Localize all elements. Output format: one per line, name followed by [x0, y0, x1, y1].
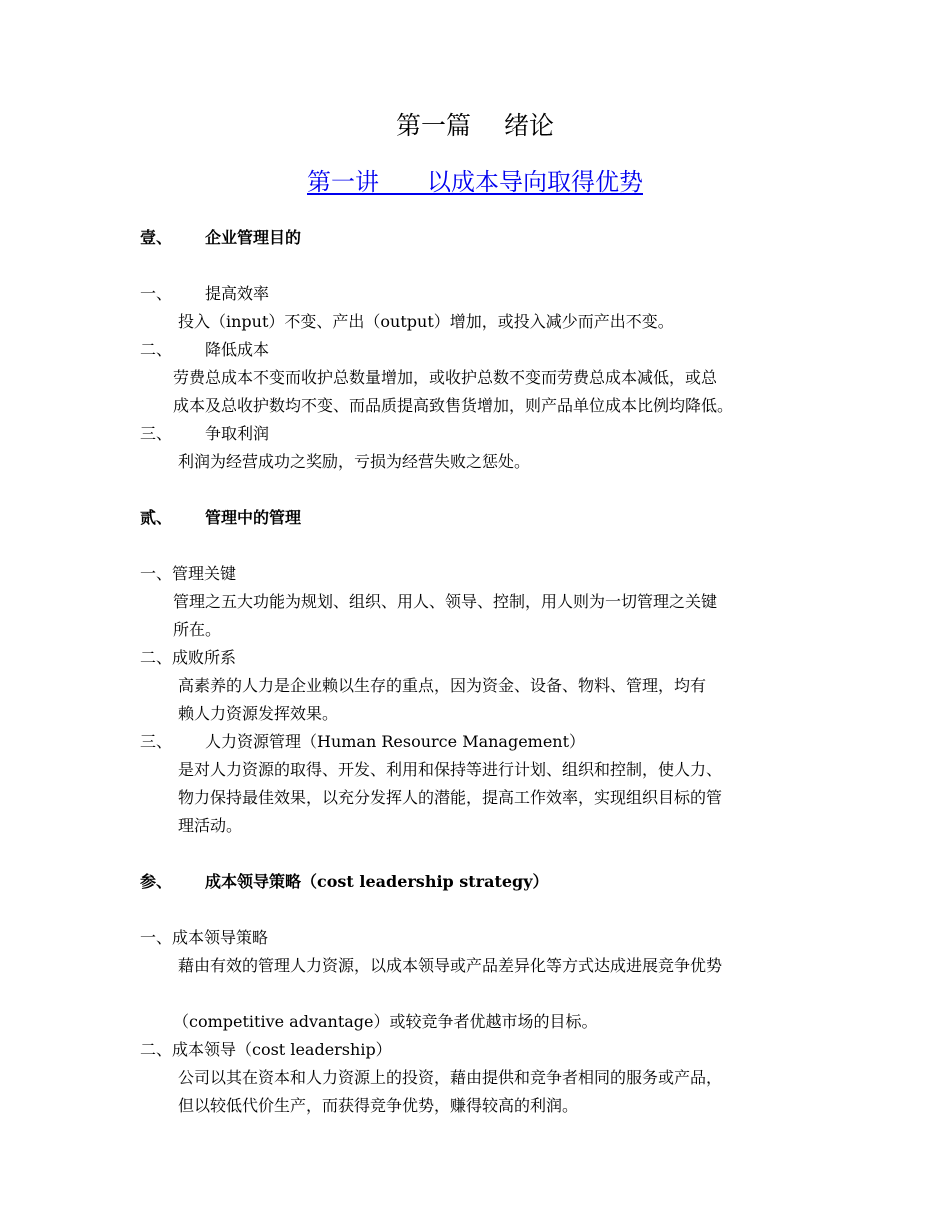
s2-item-2-title: 二、成败所系 — [140, 648, 237, 667]
s3-item-1-body-line-2: （competitive advantage）或较竞争者优越市场的目标。 — [173, 1012, 598, 1031]
s2-item-2-body-line-1: 高素养的人力是企业赖以生存的重点，因为资金、设备、物料、管理，均有 — [178, 676, 707, 695]
section-3-heading: 成本领导策略（cost leadership strategy） — [205, 872, 549, 891]
s1-item-3-title: 争取利润 — [205, 424, 270, 443]
s2-item-3-body-line-1: 是对人力资源的取得、开发、利用和保持等进行计划、组织和控制，使人力、 — [178, 760, 723, 779]
s3-item-2-title: 二、成本领导（cost leadership） — [140, 1040, 392, 1059]
s2-item-1-body-line-1: 管理之五大功能为规划、组织、用人、领导、控制，用人则为一切管理之关键 — [173, 592, 718, 611]
s3-item-2-body-line-1: 公司以其在资本和人力资源上的投资，藉由提供和竞争者相同的服务或产品， — [178, 1068, 723, 1087]
s2-item-3-number: 三、 — [140, 732, 173, 751]
s1-item-2-body-line-2: 成本及总收护数均不变、而品质提高致售货增加，则产品单位成本比例均降低。 — [173, 396, 734, 415]
s3-item-1-body-line-1: 藉由有效的管理人力资源，以成本领导或产品差异化等方式达成进展竞争优势 — [178, 956, 723, 975]
s1-item-1-number: 一、 — [140, 284, 173, 303]
s2-item-2-body-line-2: 赖人力资源发挥效果。 — [178, 704, 339, 723]
s1-item-1-title: 提高效率 — [205, 284, 270, 303]
lecture-title — [0, 167, 950, 197]
section-2-number: 贰、 — [140, 508, 173, 527]
section-1-number: 壹、 — [140, 228, 173, 247]
s2-item-3-title: 人力资源管理（Human Resource Management） — [205, 732, 586, 751]
s1-item-2-body-line-1: 劳费总成本不变而收护总数量增加，或收护总数不变而劳费总成本减低，或总 — [173, 368, 718, 387]
section-1-heading: 企业管理目的 — [205, 228, 302, 247]
s3-item-1-title: 一、成本领导策略 — [140, 928, 269, 947]
s1-item-2-number: 二、 — [140, 340, 173, 359]
section-2-heading: 管理中的管理 — [205, 508, 302, 527]
s1-item-3-body: 利润为经营成功之奖励，亏损为经营失败之惩处。 — [178, 452, 531, 471]
s2-item-3-body-line-2: 物力保持最佳效果，以充分发挥人的潜能，提高工作效率，实现组织目标的管 — [178, 788, 723, 807]
s2-item-3-body-line-3: 理活动。 — [178, 816, 243, 835]
s1-item-3-number: 三、 — [140, 424, 173, 443]
s2-item-1-title: 一、管理关键 — [140, 564, 237, 583]
s3-item-2-body-line-2: 但以较低代价生产，而获得竞争优势，赚得较高的利润。 — [178, 1096, 579, 1115]
section-3-number: 参、 — [140, 872, 173, 891]
page-title: 第一篇 绪论 — [396, 111, 554, 140]
s2-item-1-body-line-2: 所在。 — [173, 620, 222, 639]
s1-item-1-body: 投入（input）不变、产出（output）增加，或投入减少而产出不变。 — [178, 312, 674, 331]
s1-item-2-title: 降低成本 — [205, 340, 270, 359]
lecture-title-link[interactable]: 第一讲 以成本导向取得优势 — [307, 168, 643, 196]
